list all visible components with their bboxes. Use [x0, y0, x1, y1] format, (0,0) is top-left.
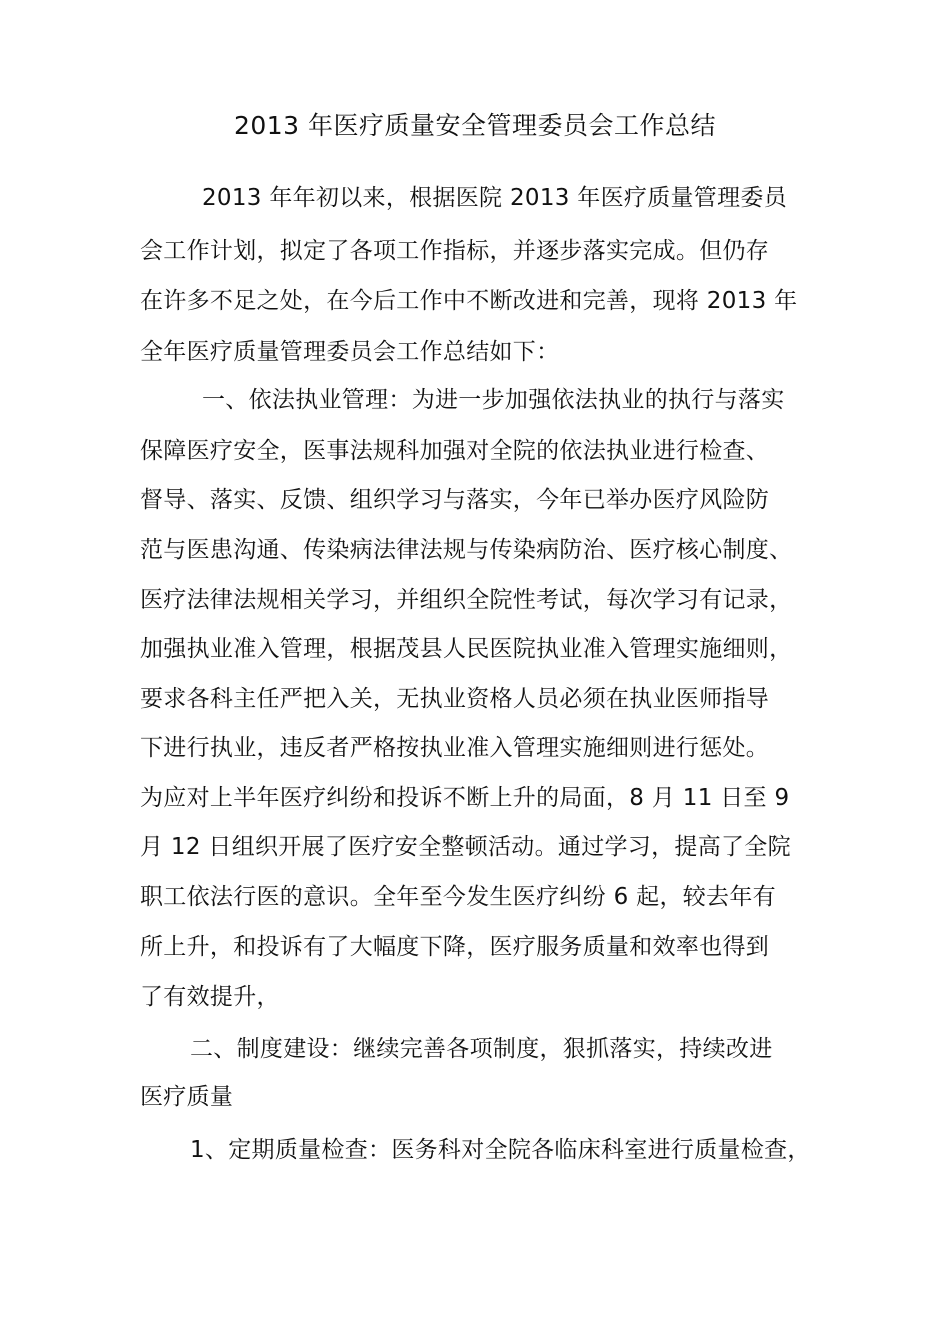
paragraph-line: 为应对上半年医疗纠纷和投诉不断上升的局面，8 月 11 日至 9 [140, 785, 790, 811]
paragraph-line: 一、依法执业管理：为进一步加强依法执业的执行与落实 [202, 387, 785, 413]
paragraph-line: 医疗质量 [140, 1084, 234, 1110]
paragraph-line: 二、制度建设：继续完善各项制度，狠抓落实，持续改进 [190, 1036, 773, 1062]
paragraph-line: 月 12 日组织开展了医疗安全整顿活动。通过学习，提高了全院 [140, 834, 791, 860]
paragraph-line: 会工作计划，拟定了各项工作指标，并逐步落实完成。但仍存 [140, 238, 770, 264]
paragraph-line: 了有效提升， [140, 984, 280, 1010]
paragraph-line: 加强执业准入管理，根据茂县人民医院执业准入管理实施细则， [140, 636, 793, 662]
paragraph-line: 下进行执业，违反者严格按执业准入管理实施细则进行惩处。 [140, 735, 770, 761]
document-title: 2013 年医疗质量安全管理委员会工作总结 [233, 111, 717, 140]
paragraph-line: 保障医疗安全，医事法规科加强对全院的依法执业进行检查、 [140, 438, 770, 464]
paragraph-line: 1、定期质量检查：医务科对全院各临床科室进行质量检查， [190, 1137, 811, 1163]
paragraph-line: 全年医疗质量管理委员会工作总结如下： [140, 339, 560, 365]
paragraph-line: 范与医患沟通、传染病法律法规与传染病防治、医疗核心制度、 [140, 537, 793, 563]
paragraph-line: 2013 年年初以来，根据医院 2013 年医疗质量管理委员 [202, 185, 787, 211]
paragraph-line: 要求各科主任严把入关，无执业资格人员必须在执业医师指导 [140, 686, 770, 712]
paragraph-line: 所上升，和投诉有了大幅度下降，医疗服务质量和效率也得到 [140, 934, 770, 960]
paragraph-line: 医疗法律法规相关学习，并组织全院性考试，每次学习有记录， [140, 587, 793, 613]
paragraph-line: 督导、落实、反馈、组织学习与落实，今年已举办医疗风险防 [140, 487, 770, 513]
paragraph-line: 职工依法行医的意识。全年至今发生医疗纠纷 6 起，较去年有 [140, 884, 776, 910]
paragraph-line: 在许多不足之处，在今后工作中不断改进和完善，现将 2013 年 [140, 288, 798, 314]
